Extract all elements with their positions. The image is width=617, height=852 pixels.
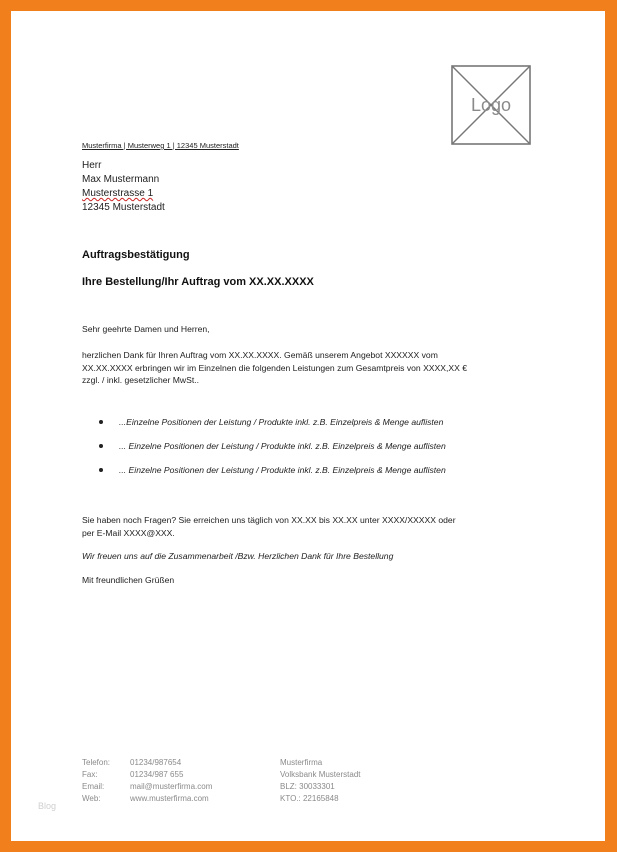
recipient-street: Musterstrasse 1 bbox=[82, 188, 154, 199]
sender-address-line: Musterfirma | Musterweg 1 | 12345 Musterstadt bbox=[82, 141, 239, 150]
bullet-icon bbox=[99, 444, 103, 448]
list-item-text: ... Einzelne Positionen der Leistung / Produkte inkl. z.B. Einzelpreis & Menge auflisten bbox=[119, 441, 446, 451]
document-page bbox=[11, 11, 605, 841]
list-item bbox=[99, 465, 446, 489]
questions-line: Sie haben noch Fragen? Sie erreichen uns täglich von XX.XX bis XX.XX unter XXXX/XXXXX oder bbox=[82, 515, 456, 525]
logo-text: Logo bbox=[470, 95, 512, 115]
list-item bbox=[99, 417, 446, 441]
footer-company-info bbox=[280, 757, 360, 805]
questions-line: per E-Mail XXXX@XXX. bbox=[82, 527, 175, 538]
recipient-salutation: Herr bbox=[82, 160, 102, 171]
list-item-text: ... Einzelne Positionen der Leistung / Produkte inkl. z.B. Einzelpreis & Menge auflisten bbox=[119, 465, 446, 475]
questions-paragraph bbox=[82, 514, 552, 539]
closing-regards: Mit freundlichen Grüßen bbox=[82, 575, 175, 585]
watermark: Blog bbox=[38, 801, 57, 811]
footer-label: Telefon: bbox=[82, 758, 111, 767]
footer-blz: BLZ: 30033301 bbox=[280, 782, 335, 791]
list-item bbox=[99, 441, 446, 465]
intro-line: XX.XX.XXXX erbringen wir im Einzelnen die folgenden Leistungen zum Gesamtpreis von XXXX,XX € bbox=[82, 362, 468, 373]
intro-paragraph bbox=[82, 349, 552, 387]
intro-line: zzgl. / inkl. gesetzlicher MwSt.. bbox=[82, 375, 200, 385]
recipient-name: Max Mustermann bbox=[82, 174, 160, 185]
footer-label: Email: bbox=[82, 782, 105, 791]
footer-account: KTO.: 22165848 bbox=[280, 794, 339, 803]
bullet-icon bbox=[99, 420, 103, 424]
footer-phone: 01234/987654 bbox=[130, 758, 182, 767]
item-list bbox=[99, 417, 446, 489]
greeting: Sehr geehrte Damen und Herren, bbox=[82, 324, 210, 334]
document-subtitle: Ihre Bestellung/Ihr Auftrag vom XX.XX.XXXX bbox=[82, 276, 314, 288]
footer-labels bbox=[82, 757, 110, 805]
footer-web: www.musterfirma.com bbox=[130, 794, 209, 803]
bullet-icon bbox=[99, 468, 103, 472]
recipient-address bbox=[82, 159, 165, 215]
footer-label: Web: bbox=[82, 794, 101, 803]
footer-bank: Volksbank Musterstadt bbox=[280, 770, 361, 779]
footer-label: Fax: bbox=[82, 770, 98, 779]
document-title: Auftragsbestätigung bbox=[82, 249, 190, 261]
list-item-text: ...Einzelne Positionen der Leistung / Produkte inkl. z.B. Einzelpreis & Menge auflisten bbox=[119, 417, 444, 427]
thanks-line: Wir freuen uns auf die Zusammenarbeit /Bzw. Herzlichen Dank für Ihre Bestellung bbox=[82, 551, 394, 561]
footer-contact-values bbox=[130, 757, 212, 805]
recipient-city: 12345 Musterstadt bbox=[82, 202, 165, 213]
logo-placeholder bbox=[451, 65, 531, 145]
footer-company-name: Musterfirma bbox=[280, 758, 323, 767]
intro-line: herzlichen Dank für Ihren Auftrag vom XX.XX.XXXX. Gemäß unserem Angebot XXXXXX vom bbox=[82, 350, 438, 360]
footer-email: mail@musterfirma.com bbox=[130, 782, 213, 791]
footer-fax: 01234/987 655 bbox=[130, 770, 184, 779]
